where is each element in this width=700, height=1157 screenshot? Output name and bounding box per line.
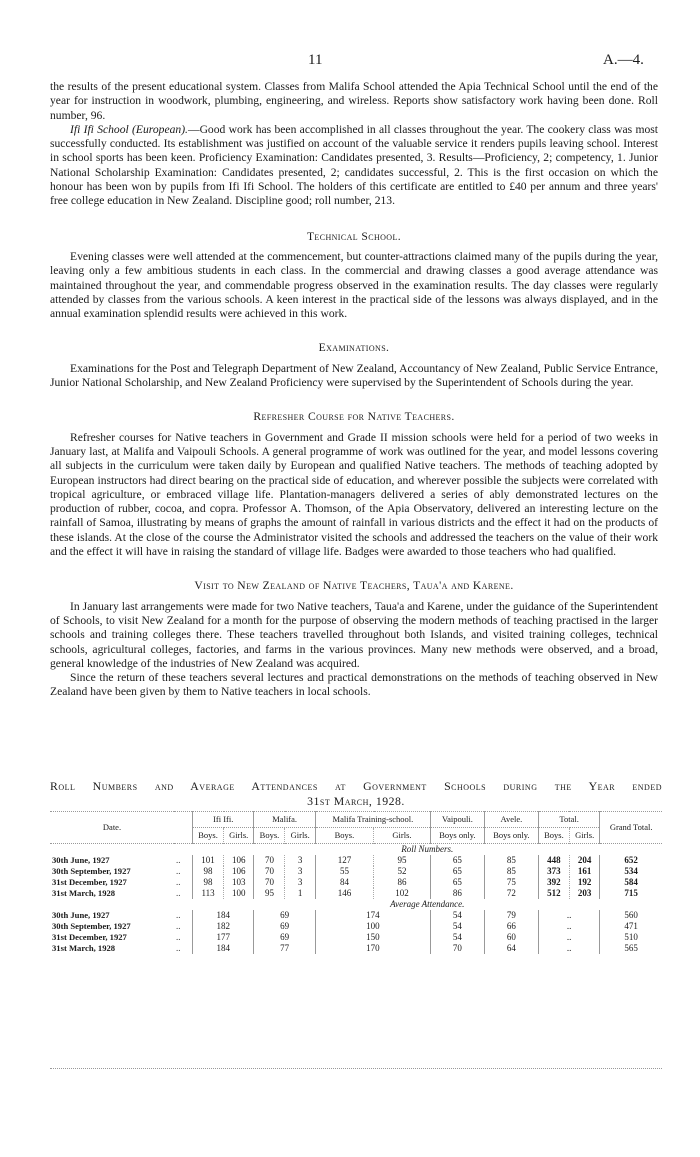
cell-total-boys: 392 xyxy=(538,877,569,888)
table-row xyxy=(50,866,662,877)
cell-avele: 85 xyxy=(484,866,538,877)
row-date: 31st March, 1928 xyxy=(52,888,116,898)
cell-ifi-average: 184 xyxy=(193,910,254,921)
section-heading-refresher-course: Refresher Course for Native Teachers. xyxy=(253,410,455,424)
col-header-avele: Avele. xyxy=(484,812,538,828)
cell-avele: 85 xyxy=(484,855,538,866)
section-heading-technical-school: Technical School. xyxy=(306,229,402,243)
cell-avele: 79 xyxy=(484,910,538,921)
cell-malifa-girls: 1 xyxy=(285,888,315,899)
cell-total-girls: 203 xyxy=(569,888,599,899)
paragraph: Refresher courses for Native teachers in Government and Grade II mission schools were held for a period of two weeks in January last, at Malifa and Vaipouli Schools. A general programme of work was outlined for the year, and model lessons covering all subjects in the curriculum were taken daily by European and qualified Native teachers. The methods of teaching adopted by European instructors had direct bearing on the practical side of education, and wherever possible the subjects were correlated with tropical agriculture, or embraced village life. Plantation-managers delivered a series of ably demonstrated lectures on the production of rubber, cocoa, and copra. Professor A. Thomson, of the Apia Observatory, delivered an interesting lecture on the rainfall of Samoa, illustrating by means of graphs the amount of rainfall in various districts and the effect it had on the products of these islands. At the close of the course the Administrator visited the schools and addressed the teachers on the value of their work and the effect it will have in raising the standard of village life. Badges were awarded to those teachers who had qualified. xyxy=(50,430,658,559)
cell-ifi-girls: 103 xyxy=(224,877,254,888)
col-header-boys: Boys. xyxy=(538,828,569,844)
paragraph: Since the return of these teachers several lectures and practical demonstrations on the methods of teaching observed in New Zealand have been given by them to Native teachers in local schools. xyxy=(50,671,658,699)
section-spacer xyxy=(50,844,193,856)
cell-training-girls: 86 xyxy=(374,877,431,888)
cell-grand-total: 715 xyxy=(600,888,662,899)
col-header-date: Date. xyxy=(102,822,122,832)
cell-malifa-boys: 95 xyxy=(254,888,285,899)
leader-dots: .. xyxy=(176,932,181,942)
row-date: 30th June, 1927 xyxy=(52,910,110,920)
section-heading-visit-new-zealand: Visit to New Zealand of Native Teachers, Taua'a and Karene. xyxy=(194,579,514,593)
table-row xyxy=(50,855,662,866)
paragraph-ifi-ifi xyxy=(50,123,658,209)
cell-ifi-boys: 113 xyxy=(193,888,224,899)
col-header-boys: Boys. xyxy=(315,828,373,844)
cell-total-boys: 448 xyxy=(538,855,569,866)
cell-ifi-girls: 100 xyxy=(224,888,254,899)
col-header-girls: Girls. xyxy=(569,828,599,844)
col-header-girls: Girls. xyxy=(285,828,315,844)
row-date: 31st March, 1928 xyxy=(52,943,116,953)
section-label-average-attendance: Average Attendance. xyxy=(390,899,465,909)
section-heading-examinations: Examinations. xyxy=(318,341,390,355)
cell-training-girls: 95 xyxy=(374,855,431,866)
leader-dots: .. xyxy=(176,921,181,931)
col-header-girls: Girls. xyxy=(374,828,431,844)
cell-vaipouli: 54 xyxy=(430,910,484,921)
cell-malifa-girls: 3 xyxy=(285,855,315,866)
cell-training-boys: 127 xyxy=(315,855,373,866)
col-header-vaipouli: Vaipouli. xyxy=(430,812,484,828)
cell-training-girls: 52 xyxy=(374,866,431,877)
col-header-grand-total: Grand Total. xyxy=(600,812,662,844)
cell-grand-total: 565 xyxy=(600,943,662,954)
table-bottom-rule xyxy=(50,1068,662,1069)
document-reference: A.—4. xyxy=(603,52,644,68)
cell-total-boys: 373 xyxy=(538,866,569,877)
leader-dots: .. xyxy=(176,855,181,865)
cell-total-girls: 161 xyxy=(569,866,599,877)
cell-avele: 64 xyxy=(484,943,538,954)
section-label-roll-numbers: Roll Numbers. xyxy=(401,844,454,854)
cell-malifa-average: 69 xyxy=(254,921,315,932)
roll-numbers-section xyxy=(50,844,662,900)
cell-malifa-boys: 70 xyxy=(254,877,285,888)
cell-malifa-boys: 70 xyxy=(254,855,285,866)
cell-grand-total: 471 xyxy=(600,921,662,932)
cell-training-boys: 84 xyxy=(315,877,373,888)
row-date: 30th September, 1927 xyxy=(52,921,131,931)
table-row xyxy=(50,932,662,943)
cell-malifa-average: 69 xyxy=(254,932,315,943)
cell-grand-total: 652 xyxy=(600,855,662,866)
cell-grand-total: 584 xyxy=(600,877,662,888)
cell-ifi-average: 177 xyxy=(193,932,254,943)
table-row xyxy=(50,921,662,932)
col-header-ifi-ifi: Ifi Ifi. xyxy=(193,812,254,828)
cell-avele: 60 xyxy=(484,932,538,943)
table-row xyxy=(50,877,662,888)
cell-ifi-girls: 106 xyxy=(224,855,254,866)
col-spacer xyxy=(174,812,193,844)
row-date: 31st December, 1927 xyxy=(52,877,127,887)
cell-avele: 75 xyxy=(484,877,538,888)
cell-training-boys: 55 xyxy=(315,866,373,877)
table-title-line: 31st March, 1928. xyxy=(307,794,405,808)
col-header-total: Total. xyxy=(538,812,599,828)
cell-vaipouli: 54 xyxy=(430,921,484,932)
cell-vaipouli: 70 xyxy=(430,943,484,954)
roll-table xyxy=(50,811,662,954)
col-header-boys-only: Boys only. xyxy=(430,828,484,844)
table-title xyxy=(50,779,662,809)
cell-total: .. xyxy=(538,910,599,921)
cell-total-boys: 512 xyxy=(538,888,569,899)
leader-dots: .. xyxy=(176,877,181,887)
cell-vaipouli: 86 xyxy=(430,888,484,899)
page-number: 11 xyxy=(308,52,323,68)
col-header-malifa: Malifa. xyxy=(254,812,315,828)
cell-grand-total: 534 xyxy=(600,866,662,877)
average-attendance-section xyxy=(50,899,662,954)
col-header-boys: Boys. xyxy=(254,828,285,844)
body-text xyxy=(50,80,658,700)
cell-total-girls: 204 xyxy=(569,855,599,866)
leader-dots: .. xyxy=(176,943,181,953)
cell-grand-total: 510 xyxy=(600,932,662,943)
cell-avele: 72 xyxy=(484,888,538,899)
cell-ifi-boys: 98 xyxy=(193,877,224,888)
paragraph: the results of the present educational system. Classes from Malifa School attended the Apia Technical School until the end of the year for instruction in woodwork, plumbing, engineering, and wireless. Reports show satisfactory work having been done. Roll number, 96. xyxy=(50,80,658,122)
cell-training-average: 174 xyxy=(315,910,430,921)
cell-ifi-average: 182 xyxy=(193,921,254,932)
row-date: 30th June, 1927 xyxy=(52,855,110,865)
table-row xyxy=(50,910,662,921)
cell-training-girls: 102 xyxy=(374,888,431,899)
leader-dots: .. xyxy=(176,888,181,898)
col-header-boys-only: Boys only. xyxy=(484,828,538,844)
cell-grand-total: 560 xyxy=(600,910,662,921)
cell-total-girls: 192 xyxy=(569,877,599,888)
table-row xyxy=(50,888,662,899)
paragraph: Evening classes were well attended at the commencement, but counter-attractions claimed many of the pupils during the year, leaving only a few ambitious students in each class. In the commercial and drawing classes a good average attendance was maintained throughout the year, and commendable progress observed in the examination results. The day classes were regularly attended by classes from the various schools. A keen interest in the practical side of the lessons was always displayed, and in the annual examination splendid results were achieved in this work. xyxy=(50,249,658,321)
cell-total: .. xyxy=(538,943,599,954)
cell-training-average: 170 xyxy=(315,943,430,954)
row-date: 31st December, 1927 xyxy=(52,932,127,942)
table-row xyxy=(50,943,662,954)
section-spacer xyxy=(50,899,193,910)
cell-training-average: 100 xyxy=(315,921,430,932)
table-title-line: Roll Numbers and Average Attendances at Government Schools during the Year ended xyxy=(50,779,662,793)
paragraph-text: —Good work has been accomplished in all classes throughout the year. The cookery class was most successfully conducted. Its establishment was justified on account of the valuable service it renders pupils leaving school. Interest in school sports has been keen. Proficiency Examination: Candidates presented, 3. Results—Proficiency, 2; competency, 1. Junior National Scholarship Examination: Candidates presented, 2; candidates successful, 2. This is the first occasion on which the honour has been won by pupils from Ifi Ifi School. The holders of this certificate are entitled to £40 per annum and three years' free college education in New Zealand. Discipline good; roll number, 213. xyxy=(50,122,658,208)
cell-training-boys: 146 xyxy=(315,888,373,899)
cell-ifi-girls: 106 xyxy=(224,866,254,877)
cell-malifa-girls: 3 xyxy=(285,877,315,888)
cell-total: .. xyxy=(538,921,599,932)
cell-malifa-average: 77 xyxy=(254,943,315,954)
cell-ifi-boys: 101 xyxy=(193,855,224,866)
cell-malifa-average: 69 xyxy=(254,910,315,921)
cell-vaipouli: 65 xyxy=(430,855,484,866)
cell-vaipouli: 65 xyxy=(430,866,484,877)
cell-avele: 66 xyxy=(484,921,538,932)
cell-vaipouli: 65 xyxy=(430,877,484,888)
cell-vaipouli: 54 xyxy=(430,932,484,943)
paragraph: Examinations for the Post and Telegraph Department of New Zealand, Accountancy of New Zealand, Public Service Entrance, Junior National Scholarship, and New Zealand Proficiency were supervised by the Superintendent of Schools during the year. xyxy=(50,361,658,390)
leader-dots: .. xyxy=(176,910,181,920)
leader-dots: .. xyxy=(176,866,181,876)
cell-total: .. xyxy=(538,932,599,943)
col-header-malifa-training: Malifa Training-school. xyxy=(315,812,430,828)
cell-ifi-average: 184 xyxy=(193,943,254,954)
paragraph-label: Ifi Ifi School (European). xyxy=(70,122,188,136)
paragraph: In January last arrangements were made for two Native teachers, Taua'a and Karene, under the guidance of the Superintendent of Schools, to visit New Zealand for a month for the purpose of observing the modern methods of teaching practised in the larger schools and training colleges there. These teachers travelled throughout both Islands, and visited training colleges, technical schools, agricultural colleges, factories, and farms in the various provinces. Many new methods were observed, and a broad, general knowledge of the industries of New Zealand was acquired. xyxy=(50,599,658,670)
cell-malifa-boys: 70 xyxy=(254,866,285,877)
cell-malifa-girls: 3 xyxy=(285,866,315,877)
cell-training-average: 150 xyxy=(315,932,430,943)
col-header-boys: Boys. xyxy=(193,828,224,844)
cell-ifi-boys: 98 xyxy=(193,866,224,877)
col-header-girls: Girls. xyxy=(224,828,254,844)
row-date: 30th September, 1927 xyxy=(52,866,131,876)
